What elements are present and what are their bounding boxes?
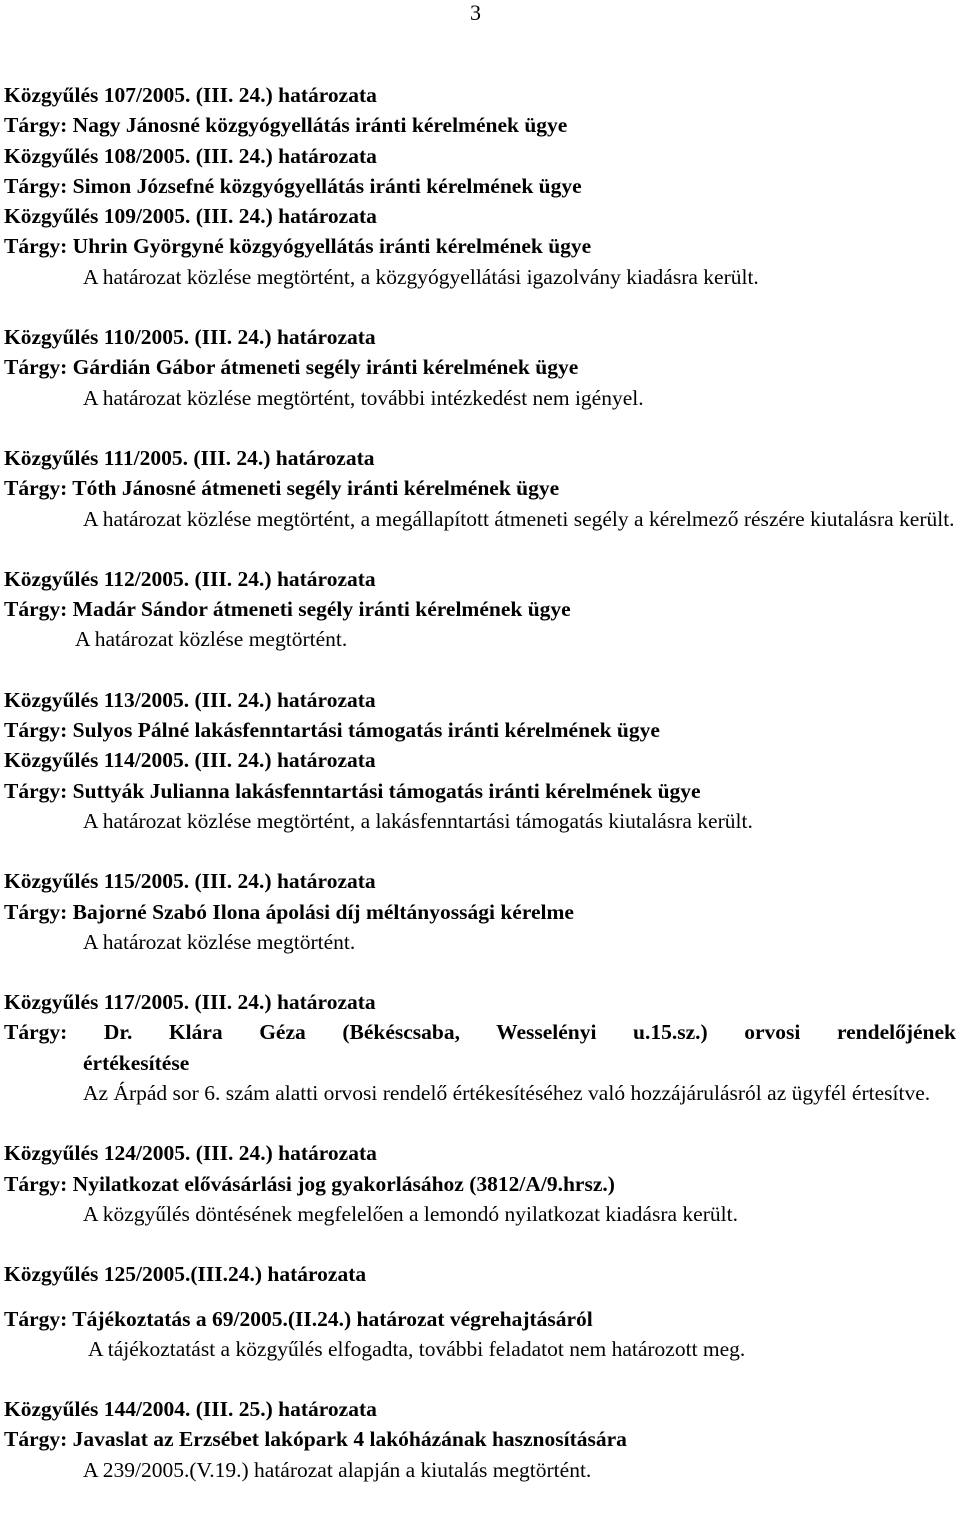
resolution-heading: Közgyűlés 114/2005. (III. 24.) határozata: [4, 748, 376, 773]
resolution-entry: [4, 987, 956, 1108]
resolution-subject: Tárgy: Simon Józsefné közgyógyellátás iránti kérelmének ügye: [4, 173, 582, 198]
resolution-subject: Tárgy: Tóth Jánosné átmeneti segély iránti kérelmének ügye: [4, 476, 560, 501]
resolution-entry: [4, 80, 956, 141]
resolution-note: A határozat közlése megtörtént, további intézkedést nem igényel.: [83, 385, 644, 410]
resolution-heading: Közgyűlés 113/2005. (III. 24.) határozata: [4, 687, 376, 712]
resolution-subject: Tárgy: Suttyák Julianna lakásfenntartási támogatás iránti kérelmének ügye: [4, 778, 701, 803]
resolution-note: A határozat közlése megtörtént, a megállapított átmeneti segély a kérelmező részére kiutalásra került.: [83, 506, 955, 531]
resolution-subject-line2: értékesítése: [83, 1050, 190, 1075]
resolution-heading: Közgyűlés 111/2005. (III. 24.) határozata: [4, 445, 375, 470]
resolution-entry: [4, 564, 956, 655]
resolution-subject: Tárgy: Nyilatkozat elővásárlási jog gyakorlásához (3812/A/9.hrsz.): [4, 1171, 615, 1196]
resolution-subject: Tárgy: Sulyos Pálné lakásfenntartási támogatás iránti kérelmének ügye: [4, 718, 660, 743]
resolution-note: Az Árpád sor 6. szám alatti orvosi rendelő értékesítéséhez való hozzájárulásról az ügyfél értesítve.: [83, 1081, 931, 1106]
resolution-note: A határozat közlése megtörtént, a közgyógyellátási igazolvány kiadásra került.: [83, 264, 759, 289]
resolution-subject: Tárgy: Madár Sándor átmeneti segély iránti kérelmének ügye: [4, 597, 571, 622]
resolution-heading: Közgyűlés 110/2005. (III. 24.) határozata: [4, 325, 376, 350]
resolution-note: A határozat közlése megtörtént.: [75, 627, 348, 652]
resolution-subject: [4, 1017, 956, 1078]
resolution-note: A határozat közlése megtörtént.: [83, 929, 356, 954]
resolution-heading: Közgyűlés 109/2005. (III. 24.) határozata: [4, 204, 377, 229]
resolution-heading: Közgyűlés 115/2005. (III. 24.) határozata: [4, 869, 376, 894]
resolution-heading: Közgyűlés 107/2005. (III. 24.) határozata: [4, 83, 377, 107]
resolution-entry: [4, 1394, 956, 1485]
resolution-heading: Közgyűlés 124/2005. (III. 24.) határozata: [4, 1141, 377, 1166]
resolution-entry: [4, 322, 956, 413]
resolution-heading: Közgyűlés 125/2005.(III.24.) határozata: [4, 1262, 367, 1287]
resolution-subject: Tárgy: Javaslat az Erzsébet lakópark 4 lakóházának hasznosítására: [4, 1427, 627, 1452]
resolution-entry: [4, 1138, 956, 1229]
resolution-entry: [4, 1259, 956, 1364]
page-number: 3: [470, 0, 481, 25]
resolution-note: A tájékoztatást a közgyűlés elfogadta, további feladatot nem határozott meg.: [88, 1336, 746, 1361]
resolution-subject: Tárgy: Uhrin Györgyné közgyógyellátás iránti kérelmének ügye: [4, 234, 592, 259]
resolution-subject: Tárgy: Tájékoztatás a 69/2005.(II.24.) határozat végrehajtásáról: [4, 1306, 593, 1331]
resolution-entry: [4, 201, 956, 292]
resolution-subject: Tárgy: Bajorné Szabó Ilona ápolási díj méltányossági kérelme: [4, 899, 574, 924]
resolution-subject: Tárgy: Gárdián Gábor átmeneti segély iránti kérelmének ügye: [4, 355, 579, 380]
resolution-entry: [4, 866, 956, 957]
resolution-heading: Közgyűlés 117/2005. (III. 24.) határozata: [4, 990, 376, 1015]
resolution-note: A 239/2005.(V.19.) határozat alapján a kiutalás megtörtént.: [83, 1457, 592, 1482]
document-body: [4, 80, 956, 1485]
resolution-heading: Közgyűlés 144/2004. (III. 25.) határozata: [4, 1397, 377, 1422]
resolution-entry: [4, 443, 956, 534]
resolution-subject-line1: Tárgy: Dr. Klára Géza (Békéscsaba, Wesselényi u.15.sz.) orvosi rendelőjének: [4, 1020, 956, 1045]
resolution-entry: [4, 141, 956, 202]
resolution-note: A határozat közlése megtörtént, a lakásfenntartási támogatás kiutalásra került.: [83, 808, 753, 833]
resolution-entry: [4, 745, 956, 836]
resolution-note: A közgyűlés döntésének megfelelően a lemondó nyilatkozat kiadásra került.: [83, 1201, 738, 1226]
resolution-subject: Tárgy: Nagy Jánosné közgyógyellátás iránti kérelmének ügye: [4, 113, 568, 138]
resolution-heading: Közgyűlés 112/2005. (III. 24.) határozata: [4, 566, 376, 591]
resolution-entry: [4, 685, 956, 746]
resolution-heading: Közgyűlés 108/2005. (III. 24.) határozata: [4, 143, 377, 168]
